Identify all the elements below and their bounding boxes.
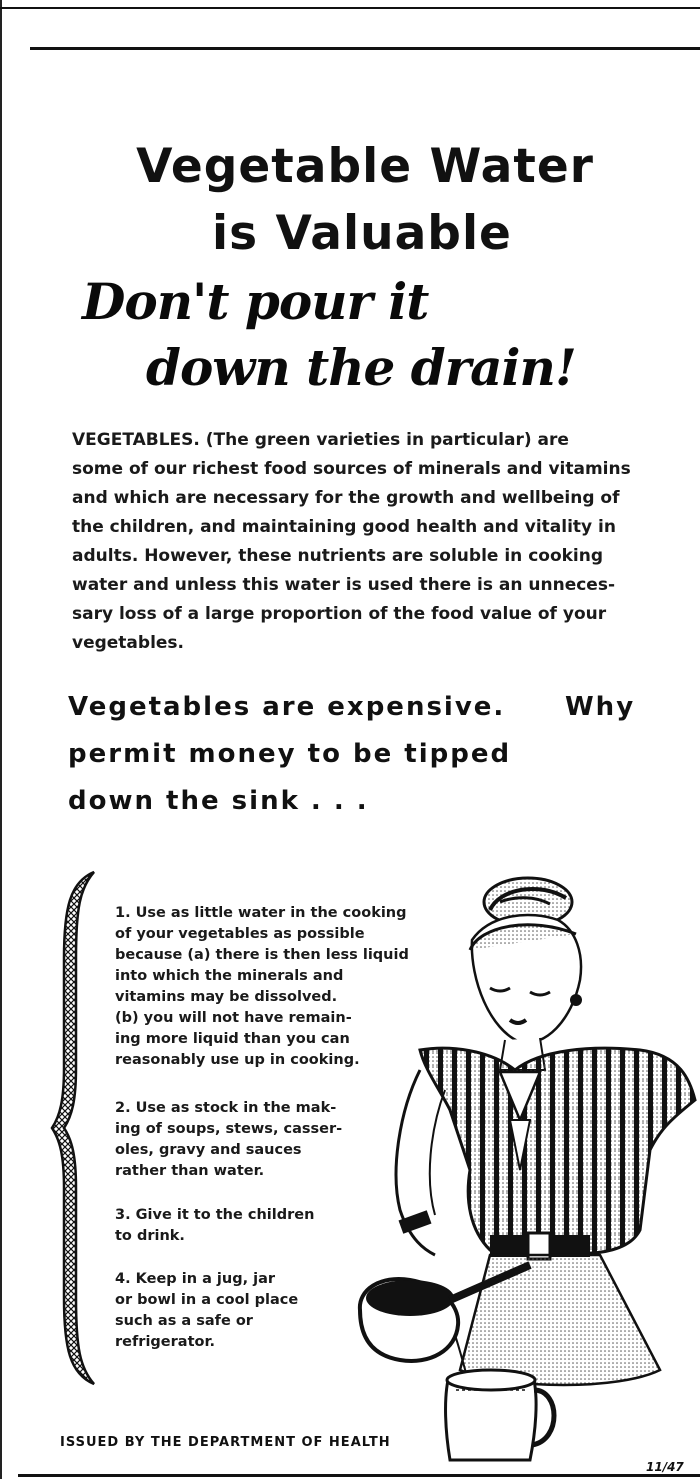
headline-line-1: Vegetable Water	[136, 139, 594, 194]
body-line: adults. However, these nutrients are soluble in cooking	[72, 546, 604, 566]
tip-line: because (a) there is then less liquid	[115, 947, 409, 963]
tip-line: 4. Keep in a jug, jar	[115, 1271, 276, 1287]
tip-line: ing more liquid than you can	[115, 1031, 350, 1047]
subheadline-line-1b: Why	[565, 692, 636, 722]
bottom-rule	[18, 1474, 700, 1477]
body-line: water and unless this water is used there is an unneces-	[72, 575, 616, 595]
header-rule	[30, 47, 700, 50]
tip-line: 1. Use as little water in the cooking	[115, 905, 407, 921]
top-rule	[0, 7, 700, 9]
subheadline-line-1a: Vegetables are expensive.	[68, 692, 506, 722]
tip-4	[115, 1269, 298, 1353]
issuer-footer: ISSUED BY THE DEPARTMENT OF HEALTH	[60, 1435, 391, 1450]
tip-line: into which the minerals and	[115, 968, 344, 984]
tip-2	[115, 1098, 342, 1182]
curly-brace-ornament	[50, 868, 100, 1388]
tip-line: vitamins may be dissolved.	[115, 989, 338, 1005]
tip-3	[115, 1205, 314, 1247]
tip-line: oles, gravy and sauces	[115, 1142, 302, 1158]
tip-line: 2. Use as stock in the mak-	[115, 1100, 337, 1116]
tip-line: of your vegetables as possible	[115, 926, 365, 942]
body-line: sary loss of a large proportion of the food value of your	[72, 604, 607, 624]
tip-line: such as a safe or	[115, 1313, 253, 1329]
subheadline	[68, 684, 668, 825]
headline-line-2: is Valuable	[212, 206, 512, 261]
body-line: the children, and maintaining good health and vitality in	[72, 517, 616, 537]
tip-line: ing of soups, stews, casser-	[115, 1121, 343, 1137]
tip-line: refrigerator.	[115, 1334, 216, 1350]
body-line: vegetables.	[72, 633, 185, 653]
subheadline-line-2: permit money to be tipped	[68, 739, 512, 769]
script-line-1: Don't pour it	[82, 272, 429, 331]
body-line: some of our richest food sources of minerals and vitamins	[72, 459, 631, 479]
tip-line: to drink.	[115, 1228, 185, 1244]
tip-line: or bowl in a cool place	[115, 1292, 299, 1308]
body-line: and which are necessary for the growth and wellbeing of	[72, 488, 620, 508]
body-paragraph	[72, 426, 650, 658]
script-line-2: down the drain!	[146, 338, 576, 397]
body-line: VEGETABLES. (The green varieties in particular) are	[72, 430, 569, 450]
tip-line: rather than water.	[115, 1163, 265, 1179]
tip-line: 3. Give it to the children	[115, 1207, 315, 1223]
subheadline-line-1	[68, 684, 668, 731]
tip-line: (b) you will not have remain-	[115, 1010, 352, 1026]
tip-line: reasonably use up in cooking.	[115, 1052, 360, 1068]
publication-code: 11/47	[646, 1460, 684, 1474]
subheadline-line-3: down the sink . . .	[68, 786, 369, 816]
woman-pouring-illustration	[340, 870, 700, 1470]
